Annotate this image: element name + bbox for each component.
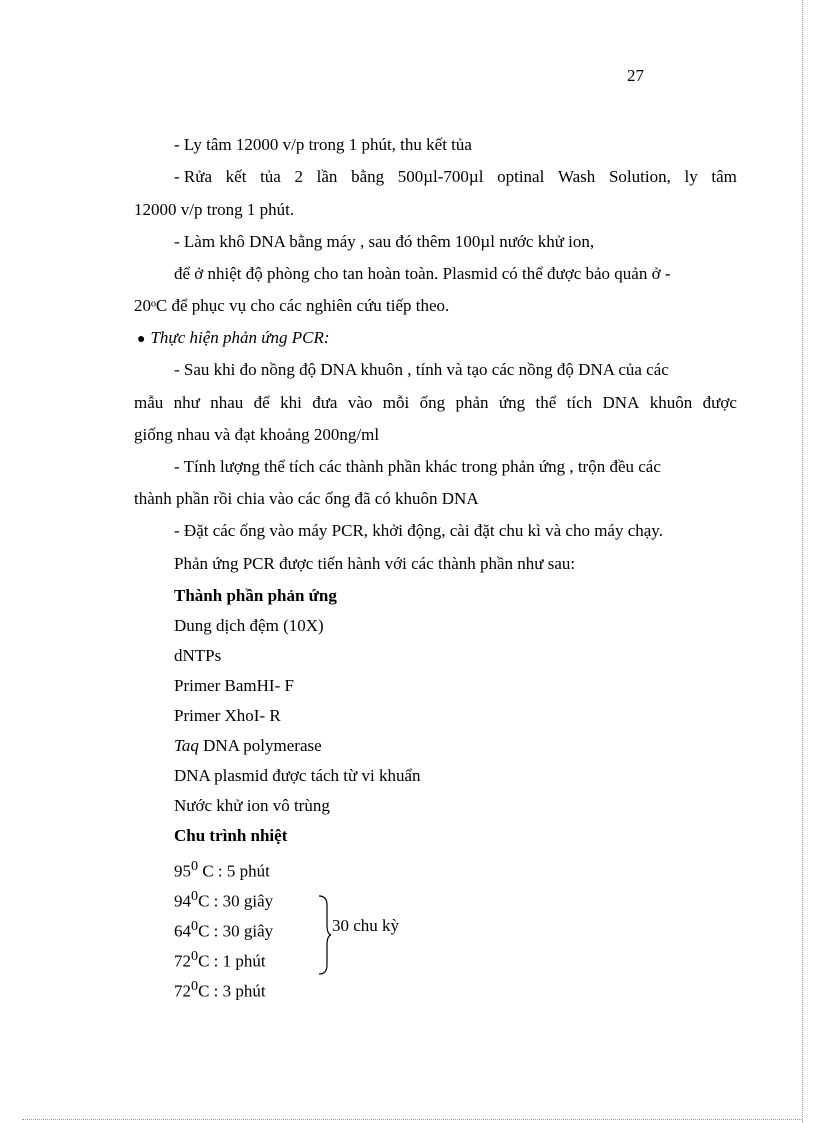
pcr-p1-line3: giống nhau và đạt khoảng 200ng/ml bbox=[134, 425, 380, 444]
justified-word: tích bbox=[566, 393, 593, 412]
cycle-temp: 72 bbox=[174, 951, 191, 971]
cycle-step bbox=[174, 976, 266, 1002]
cycle-temp: 94 bbox=[174, 891, 191, 911]
justified-word: vào bbox=[347, 393, 373, 412]
degree-sup: 0 bbox=[191, 948, 199, 964]
justified-word: Wash bbox=[557, 167, 596, 186]
cycle-duration: C : 5 phút bbox=[198, 861, 270, 881]
justified-word: để bbox=[253, 393, 270, 412]
pcr-p3-line1: - Đặt các ống vào máy PCR, khởi động, cài đặt chu kì và cho máy chạy. bbox=[174, 521, 663, 540]
justified-word: như bbox=[173, 393, 200, 412]
justified-word: bằng bbox=[351, 167, 385, 186]
justified-word: 500µl-700µl bbox=[397, 167, 484, 186]
justified-word: tâm bbox=[711, 167, 737, 186]
component-item: DNA plasmid được tách từ vi khuẩn bbox=[174, 766, 421, 785]
taq-italic: Taq bbox=[174, 736, 199, 755]
cycle-step bbox=[174, 886, 273, 912]
justified-word: thể bbox=[535, 393, 557, 412]
justified-word: kết bbox=[225, 167, 247, 186]
step-wash-line2: 12000 v/p trong 1 phút. bbox=[134, 200, 295, 219]
justified-word: DNA bbox=[602, 393, 640, 412]
justified-word: ống bbox=[419, 393, 446, 412]
right-brace-icon bbox=[318, 895, 332, 975]
pcr-p1-line2 bbox=[134, 393, 737, 413]
cycle-repeat-label: 30 chu kỳ bbox=[332, 916, 400, 935]
page-number: 27 bbox=[627, 66, 644, 85]
cycle-step bbox=[174, 916, 273, 942]
cycle-temp: 64 bbox=[174, 921, 191, 941]
justified-word: mỗi bbox=[382, 393, 410, 412]
degree-sup: 0 bbox=[191, 978, 199, 994]
cycle-temp: 95 bbox=[174, 861, 191, 881]
step-wash-line1 bbox=[174, 167, 737, 187]
step-dry-line3: 20ᵒC để phục vụ cho các nghiên cứu tiếp theo. bbox=[134, 296, 450, 315]
pcr-intro: Phản ứng PCR được tiến hành với các thành phần như sau: bbox=[174, 554, 576, 573]
component-item: dNTPs bbox=[174, 646, 222, 665]
cycle-temp: 72 bbox=[174, 981, 191, 1001]
step-dry-line1: - Làm khô DNA bằng máy , sau đó thêm 100µl nước khử ion, bbox=[174, 232, 595, 251]
step-centrifuge: - Ly tâm 12000 v/p trong 1 phút, thu kết tủa bbox=[174, 135, 472, 154]
component-item: Dung dịch đệm (10X) bbox=[174, 616, 324, 635]
degree-sup: 0 bbox=[191, 918, 199, 934]
justified-word: tủa bbox=[260, 167, 281, 186]
cycle-heading: Chu trình nhiệt bbox=[174, 826, 288, 845]
bullet-icon: ● bbox=[137, 332, 146, 347]
justified-word: khuôn bbox=[649, 393, 693, 412]
justified-word: 2 bbox=[294, 167, 303, 186]
pcr-section-heading bbox=[137, 328, 330, 350]
pcr-p1-line1: - Sau khi đo nồng độ DNA khuôn , tính và tạo các nồng độ DNA của các bbox=[174, 360, 669, 379]
justified-word: - Rửa bbox=[174, 167, 213, 186]
cycle-step bbox=[174, 946, 266, 972]
component-item: Primer BamHI- F bbox=[174, 676, 294, 695]
justified-word: phản bbox=[455, 393, 489, 412]
components-heading: Thành phần phản ứng bbox=[174, 586, 337, 605]
justified-word: Solution, bbox=[608, 167, 671, 186]
pcr-p2-line1: - Tính lượng thể tích các thành phần khác trong phản ứng , trộn đều các bbox=[174, 457, 661, 476]
cycle-step bbox=[174, 856, 270, 882]
cycle-duration: C : 1 phút bbox=[198, 951, 266, 971]
component-item: Primer XhoI- R bbox=[174, 706, 281, 725]
justified-word: đưa bbox=[312, 393, 338, 412]
pcr-heading-text: Thực hiện phản ứng PCR: bbox=[150, 328, 330, 347]
component-item: Nước khử ion vô trùng bbox=[174, 796, 330, 815]
page-border-right bbox=[802, 0, 803, 1123]
justified-word: nhau bbox=[210, 393, 244, 412]
step-dry-line2: để ở nhiệt độ phòng cho tan hoàn toàn. Plasmid có thể được bảo quản ở - bbox=[174, 264, 671, 283]
justified-word: mẫu bbox=[134, 393, 164, 412]
pcr-p2-line2: thành phần rồi chia vào các ống đã có khuôn DNA bbox=[134, 489, 479, 508]
page-border-bottom bbox=[22, 1119, 802, 1120]
degree-sup: 0 bbox=[191, 858, 199, 874]
justified-word: lần bbox=[316, 167, 338, 186]
cycle-duration: C : 30 giây bbox=[198, 921, 274, 941]
taq-rest: DNA polymerase bbox=[198, 736, 322, 755]
justified-word: ứng bbox=[498, 393, 526, 412]
degree-sup: 0 bbox=[191, 888, 199, 904]
justified-word: optinal bbox=[497, 167, 545, 186]
justified-word: ly bbox=[684, 167, 698, 186]
justified-word: khi bbox=[280, 393, 302, 412]
cycle-duration: C : 30 giây bbox=[198, 891, 274, 911]
component-item-taq bbox=[174, 736, 322, 756]
justified-word: được bbox=[702, 393, 737, 412]
cycle-duration: C : 3 phút bbox=[198, 981, 266, 1001]
